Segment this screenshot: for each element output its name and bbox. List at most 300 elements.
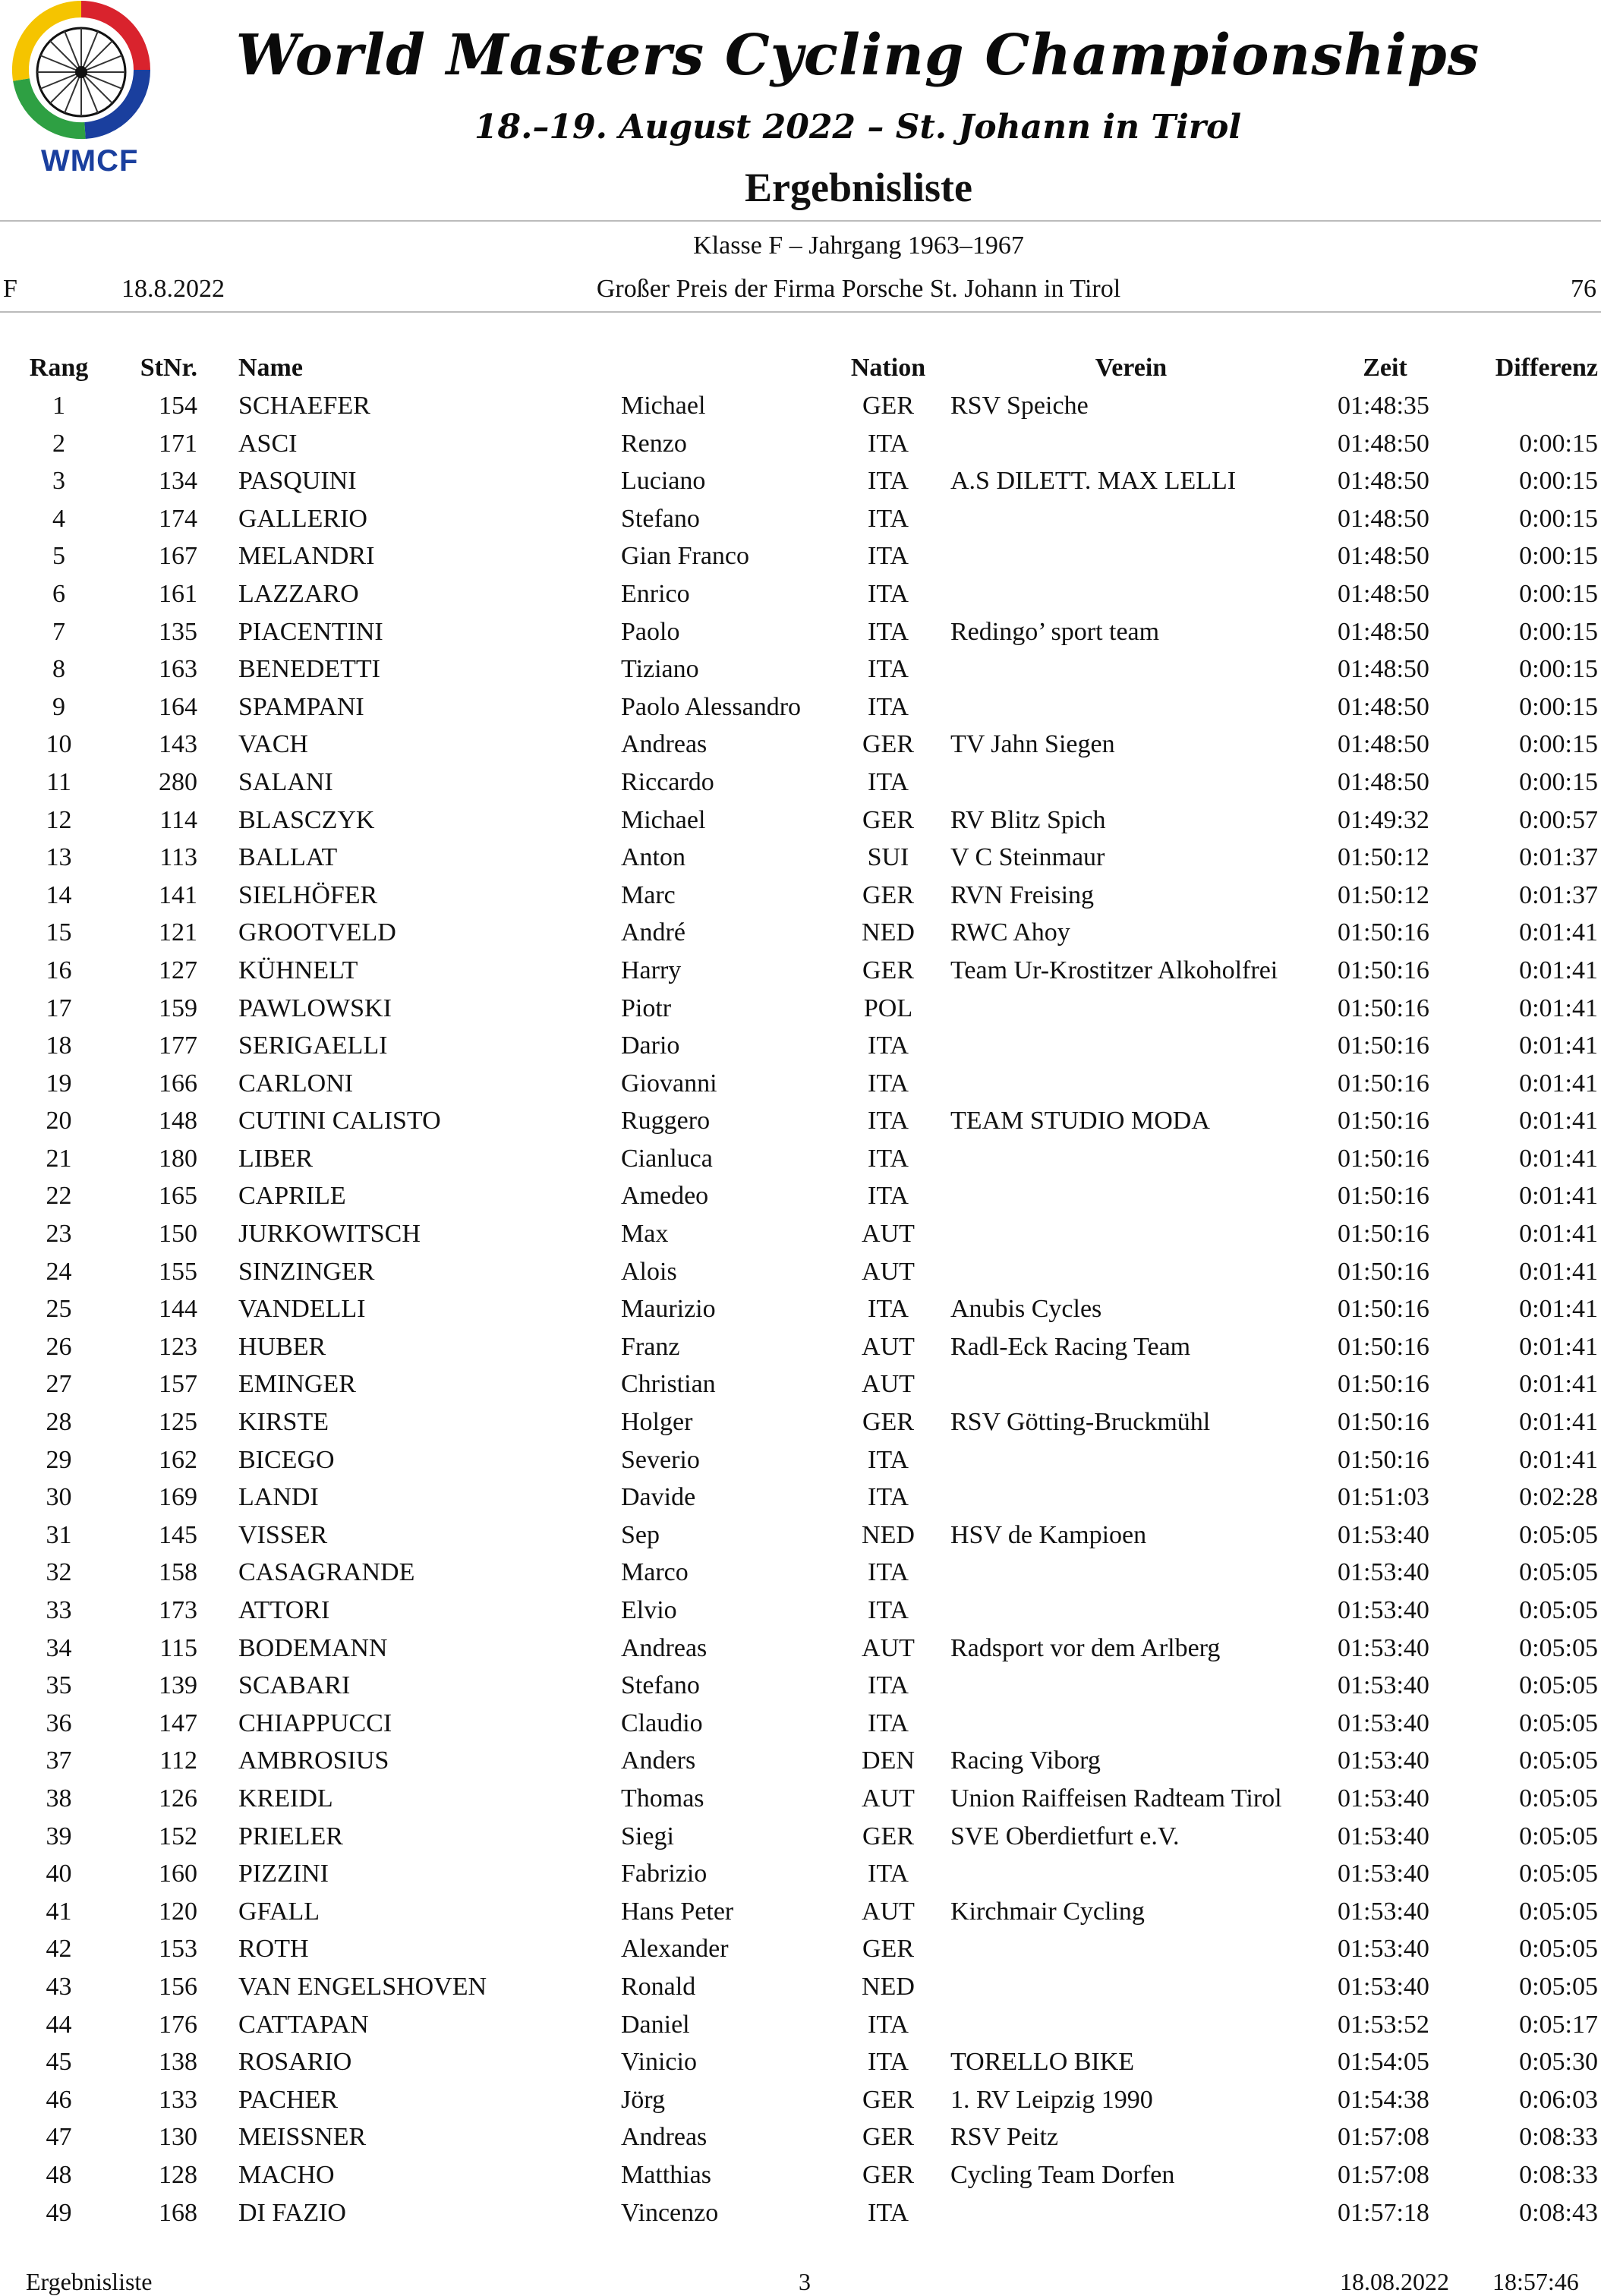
row-stnr: 168: [159, 2198, 197, 2227]
row-rank: 13: [46, 843, 72, 872]
row-club: A.S DILETT. MAX LELLI: [950, 467, 1237, 496]
row-stnr: 173: [159, 1596, 197, 1624]
row-diff: 0:05:05: [1519, 1633, 1598, 1662]
row-first-name: Piotr: [621, 994, 672, 1022]
row-stnr: 155: [159, 1257, 197, 1286]
row-stnr: 158: [159, 1558, 197, 1587]
row-stnr: 141: [159, 880, 197, 909]
row-time: 01:50:16: [1338, 1069, 1429, 1098]
row-stnr: 152: [159, 1822, 197, 1850]
row-diff: 0:01:41: [1519, 1069, 1598, 1098]
row-time: 01:48:50: [1338, 467, 1429, 496]
row-diff: 0:00:15: [1519, 655, 1598, 684]
table-row: [0, 1671, 1601, 1709]
table-row: [0, 956, 1601, 994]
row-rank: 17: [46, 994, 72, 1022]
row-stnr: 163: [159, 655, 197, 684]
row-rank: 34: [46, 1633, 72, 1662]
row-club: TORELLO BIKE: [950, 2048, 1135, 2077]
row-rank: 38: [46, 1784, 72, 1813]
row-rank: 29: [46, 1445, 72, 1474]
row-last-name: CUTINI CALISTO: [238, 1107, 441, 1135]
row-last-name: JURKOWITSCH: [238, 1220, 421, 1249]
row-last-name: GROOTVELD: [238, 918, 396, 947]
table-row: [0, 467, 1601, 505]
row-nation: ITA: [868, 1445, 909, 1474]
table-row: [0, 1107, 1601, 1145]
row-club: Anubis Cycles: [950, 1295, 1102, 1324]
row-first-name: Stefano: [621, 1671, 700, 1700]
table-row: [0, 881, 1601, 919]
row-stnr: 177: [159, 1031, 197, 1060]
row-last-name: ROTH: [238, 1935, 309, 1964]
table-row: [0, 1069, 1601, 1107]
row-diff: 0:05:05: [1519, 1784, 1598, 1813]
row-first-name: Marc: [621, 880, 676, 909]
table-row: [0, 1145, 1601, 1183]
table-row: [0, 1408, 1601, 1446]
row-last-name: BICEGO: [238, 1445, 335, 1474]
row-nation: ITA: [868, 1860, 909, 1888]
row-rank: 48: [46, 2160, 72, 2189]
table-row: [0, 580, 1601, 618]
table-row: [0, 2161, 1601, 2199]
row-rank: 49: [46, 2198, 72, 2227]
row-rank: 10: [46, 730, 72, 759]
row-rank: 20: [46, 1107, 72, 1135]
row-nation: GER: [862, 2160, 914, 2189]
wmcf-logo: [9, 0, 153, 182]
page-number: 3: [799, 2268, 811, 2295]
row-diff: 0:08:33: [1519, 2123, 1598, 2152]
row-last-name: LAZZARO: [238, 579, 359, 608]
row-nation: ITA: [868, 1107, 909, 1135]
row-rank: 40: [46, 1860, 72, 1888]
row-nation: GER: [862, 2085, 914, 2114]
row-stnr: 159: [159, 994, 197, 1022]
row-first-name: Michael: [621, 392, 706, 420]
table-row: [0, 693, 1601, 731]
row-stnr: 176: [159, 2010, 197, 2039]
row-time: 01:48:35: [1338, 392, 1429, 420]
table-row: [0, 730, 1601, 768]
row-time: 01:50:16: [1338, 1445, 1429, 1474]
table-row: [0, 392, 1601, 430]
row-last-name: VISSER: [238, 1520, 328, 1549]
row-rank: 1: [52, 392, 65, 420]
row-last-name: CATTAPAN: [238, 2010, 369, 2039]
row-nation: ITA: [868, 429, 909, 458]
row-diff: 0:00:15: [1519, 692, 1598, 721]
table-row: [0, 1182, 1601, 1220]
row-club: RSV Peitz: [950, 2123, 1059, 2152]
row-diff: 0:08:33: [1519, 2160, 1598, 2189]
row-diff: 0:01:37: [1519, 843, 1598, 872]
row-rank: 16: [46, 956, 72, 984]
row-time: 01:48:50: [1338, 730, 1429, 759]
table-row: [0, 1483, 1601, 1521]
row-last-name: VACH: [238, 730, 308, 759]
table-row: [0, 1220, 1601, 1258]
row-nation: AUT: [862, 1332, 915, 1361]
row-club: Union Raiffeisen Radteam Tirol: [950, 1784, 1282, 1813]
row-rank: 7: [52, 617, 65, 646]
row-diff: 0:01:41: [1519, 1445, 1598, 1474]
row-rank: 45: [46, 2048, 72, 2077]
row-nation: ITA: [868, 1709, 909, 1737]
row-stnr: 112: [159, 1746, 197, 1775]
row-diff: 0:05:05: [1519, 1596, 1598, 1624]
row-stnr: 162: [159, 1445, 197, 1474]
row-nation: ITA: [868, 1671, 909, 1700]
table-row: [0, 2086, 1601, 2124]
row-diff: 0:00:15: [1519, 579, 1598, 608]
event-subtitle: 18.–19. August 2022 – St. Johann in Tirol: [474, 108, 1242, 146]
row-stnr: 125: [159, 1408, 197, 1437]
row-last-name: CARLONI: [238, 1069, 354, 1098]
row-rank: 23: [46, 1220, 72, 1249]
row-diff: 0:01:41: [1519, 1332, 1598, 1361]
row-nation: ITA: [868, 1144, 909, 1173]
row-diff: 0:01:41: [1519, 1182, 1598, 1211]
row-time: 01:50:16: [1338, 918, 1429, 947]
row-nation: AUT: [862, 1220, 915, 1249]
row-rank: 8: [52, 655, 65, 684]
row-rank: 27: [46, 1370, 72, 1399]
row-diff: 0:05:05: [1519, 1935, 1598, 1964]
row-last-name: CASAGRANDE: [238, 1558, 415, 1587]
row-rank: 46: [46, 2085, 72, 2114]
row-nation: ITA: [868, 767, 909, 796]
row-rank: 9: [52, 692, 65, 721]
table-row: [0, 2048, 1601, 2086]
row-first-name: Severio: [621, 1445, 700, 1474]
row-rank: 33: [46, 1596, 72, 1624]
row-last-name: LIBER: [238, 1144, 314, 1173]
row-nation: GER: [862, 392, 914, 420]
row-stnr: 143: [159, 730, 197, 759]
row-nation: ITA: [868, 1031, 909, 1060]
row-diff: 0:01:41: [1519, 956, 1598, 984]
row-diff: 0:01:41: [1519, 918, 1598, 947]
table-row: [0, 1031, 1601, 1069]
table-body: [0, 392, 1601, 2236]
table-row: [0, 2199, 1601, 2237]
row-last-name: KÜHNELT: [238, 956, 358, 984]
table-row: [0, 1295, 1601, 1333]
row-first-name: Vinicio: [621, 2048, 697, 2077]
row-stnr: 135: [159, 617, 197, 646]
row-nation: ITA: [868, 1558, 909, 1587]
row-last-name: MEISSNER: [238, 2123, 367, 2152]
row-time: 01:50:12: [1338, 880, 1429, 909]
row-rank: 32: [46, 1558, 72, 1587]
row-diff: 0:05:05: [1519, 1520, 1598, 1549]
row-diff: 0:05:30: [1519, 2048, 1598, 2077]
table-header: [0, 354, 1601, 392]
row-last-name: HUBER: [238, 1332, 326, 1361]
row-last-name: GALLERIO: [238, 504, 367, 533]
row-time: 01:50:16: [1338, 994, 1429, 1022]
row-first-name: Jörg: [621, 2085, 665, 2114]
row-rank: 37: [46, 1746, 72, 1775]
row-last-name: PACHER: [238, 2085, 339, 2114]
row-time: 01:50:16: [1338, 1408, 1429, 1437]
row-first-name: Ronald: [621, 1972, 696, 2001]
row-club: RWC Ahoy: [950, 918, 1070, 947]
race-name: Großer Preis der Firma Porsche St. Johann in Tirol: [596, 275, 1121, 303]
row-diff: 0:01:41: [1519, 1031, 1598, 1060]
column-rank: Rang: [29, 354, 89, 382]
row-club: 1. RV Leipzig 1990: [950, 2085, 1153, 2114]
row-diff: 0:00:15: [1519, 504, 1598, 533]
row-diff: 0:01:41: [1519, 1295, 1598, 1324]
row-diff: 0:05:05: [1519, 1671, 1598, 1700]
row-club: Kirchmair Cycling: [950, 1897, 1145, 1926]
row-rank: 21: [46, 1144, 72, 1173]
row-time: 01:48:50: [1338, 692, 1429, 721]
row-time: 01:51:03: [1338, 1483, 1429, 1512]
table-row: [0, 843, 1601, 881]
row-nation: AUT: [862, 1897, 915, 1926]
row-diff: 0:05:17: [1519, 2010, 1598, 2039]
row-nation: GER: [862, 1408, 914, 1437]
row-first-name: Andreas: [621, 2123, 708, 2152]
row-stnr: 160: [159, 1860, 197, 1888]
row-stnr: 154: [159, 392, 197, 420]
category-code: F: [3, 275, 17, 303]
logo-text: WMCF: [41, 144, 139, 178]
row-diff: 0:05:05: [1519, 1558, 1598, 1587]
row-stnr: 121: [159, 918, 197, 947]
row-first-name: Gian Franco: [621, 542, 750, 571]
row-rank: 44: [46, 2010, 72, 2039]
row-last-name: VANDELLI: [238, 1295, 366, 1324]
row-diff: 0:05:05: [1519, 1746, 1598, 1775]
row-stnr: 144: [159, 1295, 197, 1324]
row-club: Cycling Team Dorfen: [950, 2160, 1175, 2189]
row-nation: ITA: [868, 1182, 909, 1211]
row-club: RVN Freising: [950, 880, 1095, 909]
table-row: [0, 1521, 1601, 1559]
row-stnr: 148: [159, 1107, 197, 1135]
row-diff: 0:05:05: [1519, 1860, 1598, 1888]
row-stnr: 169: [159, 1483, 197, 1512]
row-nation: ITA: [868, 2198, 909, 2227]
table-row: [0, 542, 1601, 580]
row-stnr: 164: [159, 692, 197, 721]
row-first-name: Sep: [621, 1520, 660, 1549]
row-stnr: 128: [159, 2160, 197, 2189]
row-stnr: 174: [159, 504, 197, 533]
row-last-name: PASQUINI: [238, 467, 357, 496]
row-diff: 0:06:03: [1519, 2085, 1598, 2114]
table-row: [0, 1446, 1601, 1484]
row-rank: 15: [46, 918, 72, 947]
row-diff: 0:08:43: [1519, 2198, 1598, 2227]
row-rank: 14: [46, 880, 72, 909]
row-last-name: LANDI: [238, 1483, 319, 1512]
row-last-name: GFALL: [238, 1897, 320, 1926]
table-row: [0, 1784, 1601, 1822]
race-date: 18.8.2022: [121, 275, 225, 303]
row-nation: AUT: [862, 1633, 915, 1662]
row-diff: 0:05:05: [1519, 1972, 1598, 2001]
row-club: RSV Götting-Bruckmühl: [950, 1408, 1211, 1437]
row-stnr: 166: [159, 1069, 197, 1098]
row-time: 01:53:40: [1338, 1746, 1429, 1775]
row-rank: 41: [46, 1897, 72, 1926]
row-club: Team Ur-Krostitzer Alkoholfrei: [950, 956, 1278, 984]
row-time: 01:53:40: [1338, 1897, 1429, 1926]
row-stnr: 157: [159, 1370, 197, 1399]
table-row: [0, 1973, 1601, 2011]
row-nation: AUT: [862, 1370, 915, 1399]
row-last-name: EMINGER: [238, 1370, 356, 1399]
row-club: RV Blitz Spich: [950, 805, 1106, 834]
row-first-name: Thomas: [621, 1784, 704, 1813]
row-last-name: MACHO: [238, 2160, 335, 2189]
table-row: [0, 1746, 1601, 1784]
row-rank: 18: [46, 1031, 72, 1060]
row-club: Redingo’ sport team: [950, 617, 1160, 646]
row-nation: SUI: [867, 843, 909, 872]
footer-time: 18:57:46: [1492, 2268, 1579, 2295]
meta-divider: [0, 311, 1601, 313]
row-rank: 24: [46, 1257, 72, 1286]
row-diff: 0:00:15: [1519, 767, 1598, 796]
row-first-name: Cianluca: [621, 1144, 713, 1173]
table-row: [0, 918, 1601, 956]
row-last-name: SIELHÖFER: [238, 880, 378, 909]
row-nation: AUT: [862, 1784, 915, 1813]
row-time: 01:50:16: [1338, 956, 1429, 984]
row-nation: DEN: [862, 1746, 915, 1775]
row-first-name: Paolo Alessandro: [621, 692, 802, 721]
row-time: 01:50:16: [1338, 1031, 1429, 1060]
row-first-name: Christian: [621, 1370, 716, 1399]
row-time: 01:53:40: [1338, 1709, 1429, 1737]
row-last-name: ASCI: [238, 429, 298, 458]
row-rank: 3: [52, 467, 65, 496]
row-nation: ITA: [868, 579, 909, 608]
row-rank: 19: [46, 1069, 72, 1098]
row-time: 01:49:32: [1338, 805, 1429, 834]
row-first-name: Maurizio: [621, 1295, 716, 1324]
column-nation: Nation: [850, 354, 926, 382]
row-diff: 0:01:37: [1519, 880, 1598, 909]
row-time: 01:50:16: [1338, 1182, 1429, 1211]
row-first-name: Max: [621, 1220, 669, 1249]
row-last-name: BLASCZYK: [238, 805, 375, 834]
row-time: 01:54:38: [1338, 2085, 1429, 2114]
table-row: [0, 1333, 1601, 1371]
row-first-name: Fabrizio: [621, 1860, 708, 1888]
row-nation: ITA: [868, 504, 909, 533]
row-nation: ITA: [868, 1069, 909, 1098]
row-nation: GER: [862, 1935, 914, 1964]
row-time: 01:50:16: [1338, 1257, 1429, 1286]
table-row: [0, 2011, 1601, 2049]
row-stnr: 156: [159, 1972, 197, 2001]
row-last-name: SERIGAELLI: [238, 1031, 388, 1060]
row-time: 01:53:40: [1338, 1860, 1429, 1888]
row-time: 01:53:40: [1338, 1671, 1429, 1700]
table-row: [0, 2123, 1601, 2161]
row-club: RSV Speiche: [950, 392, 1089, 420]
row-stnr: 167: [159, 542, 197, 571]
row-time: 01:50:16: [1338, 1332, 1429, 1361]
table-row: [0, 1898, 1601, 1935]
row-rank: 11: [46, 767, 71, 796]
row-first-name: Enrico: [621, 579, 690, 608]
row-stnr: 130: [159, 2123, 197, 2152]
row-nation: ITA: [868, 1295, 909, 1324]
row-time: 01:48:50: [1338, 617, 1429, 646]
row-nation: GER: [862, 880, 914, 909]
row-time: 01:48:50: [1338, 542, 1429, 571]
row-time: 01:53:40: [1338, 1784, 1429, 1813]
row-club: Radsport vor dem Arlberg: [950, 1633, 1221, 1662]
event-title: World Masters Cycling Championships: [235, 23, 1480, 88]
table-row: [0, 1558, 1601, 1596]
row-diff: 0:01:41: [1519, 1144, 1598, 1173]
row-first-name: Riccardo: [621, 767, 714, 796]
row-diff: 0:01:41: [1519, 994, 1598, 1022]
row-first-name: Dario: [621, 1031, 680, 1060]
row-time: 01:53:40: [1338, 1822, 1429, 1850]
row-first-name: Holger: [621, 1408, 693, 1437]
row-stnr: 134: [159, 467, 197, 496]
row-stnr: 180: [159, 1144, 197, 1173]
row-diff: 0:00:15: [1519, 542, 1598, 571]
row-stnr: 113: [159, 843, 197, 872]
row-first-name: Michael: [621, 805, 706, 834]
row-first-name: Paolo: [621, 617, 680, 646]
row-last-name: PIZZINI: [238, 1860, 329, 1888]
table-row: [0, 1935, 1601, 1973]
row-stnr: 280: [159, 767, 197, 796]
row-diff: 0:01:41: [1519, 1408, 1598, 1437]
row-first-name: Anton: [621, 843, 685, 872]
row-diff: 0:01:41: [1519, 1220, 1598, 1249]
row-diff: 0:00:15: [1519, 467, 1598, 496]
table-row: [0, 1370, 1601, 1408]
row-time: 01:48:50: [1338, 579, 1429, 608]
row-last-name: SCHAEFER: [238, 392, 370, 420]
row-nation: ITA: [868, 655, 909, 684]
row-nation: ITA: [868, 2048, 909, 2077]
row-diff: 0:05:05: [1519, 1897, 1598, 1926]
row-rank: 2: [52, 429, 65, 458]
row-time: 01:50:16: [1338, 1144, 1429, 1173]
row-time: 01:50:16: [1338, 1370, 1429, 1399]
row-stnr: 145: [159, 1520, 197, 1549]
row-last-name: BALLAT: [238, 843, 338, 872]
row-time: 01:53:40: [1338, 1972, 1429, 2001]
row-rank: 25: [46, 1295, 72, 1324]
row-diff: 0:01:41: [1519, 1107, 1598, 1135]
table-row: [0, 1709, 1601, 1747]
row-last-name: PRIELER: [238, 1822, 343, 1850]
row-last-name: KREIDL: [238, 1784, 333, 1813]
row-first-name: Siegi: [621, 1822, 674, 1850]
row-rank: 39: [46, 1822, 72, 1850]
participant-count: 76: [1571, 275, 1596, 303]
row-last-name: DI FAZIO: [238, 2198, 346, 2227]
row-stnr: 171: [159, 429, 197, 458]
row-nation: POL: [863, 994, 913, 1022]
